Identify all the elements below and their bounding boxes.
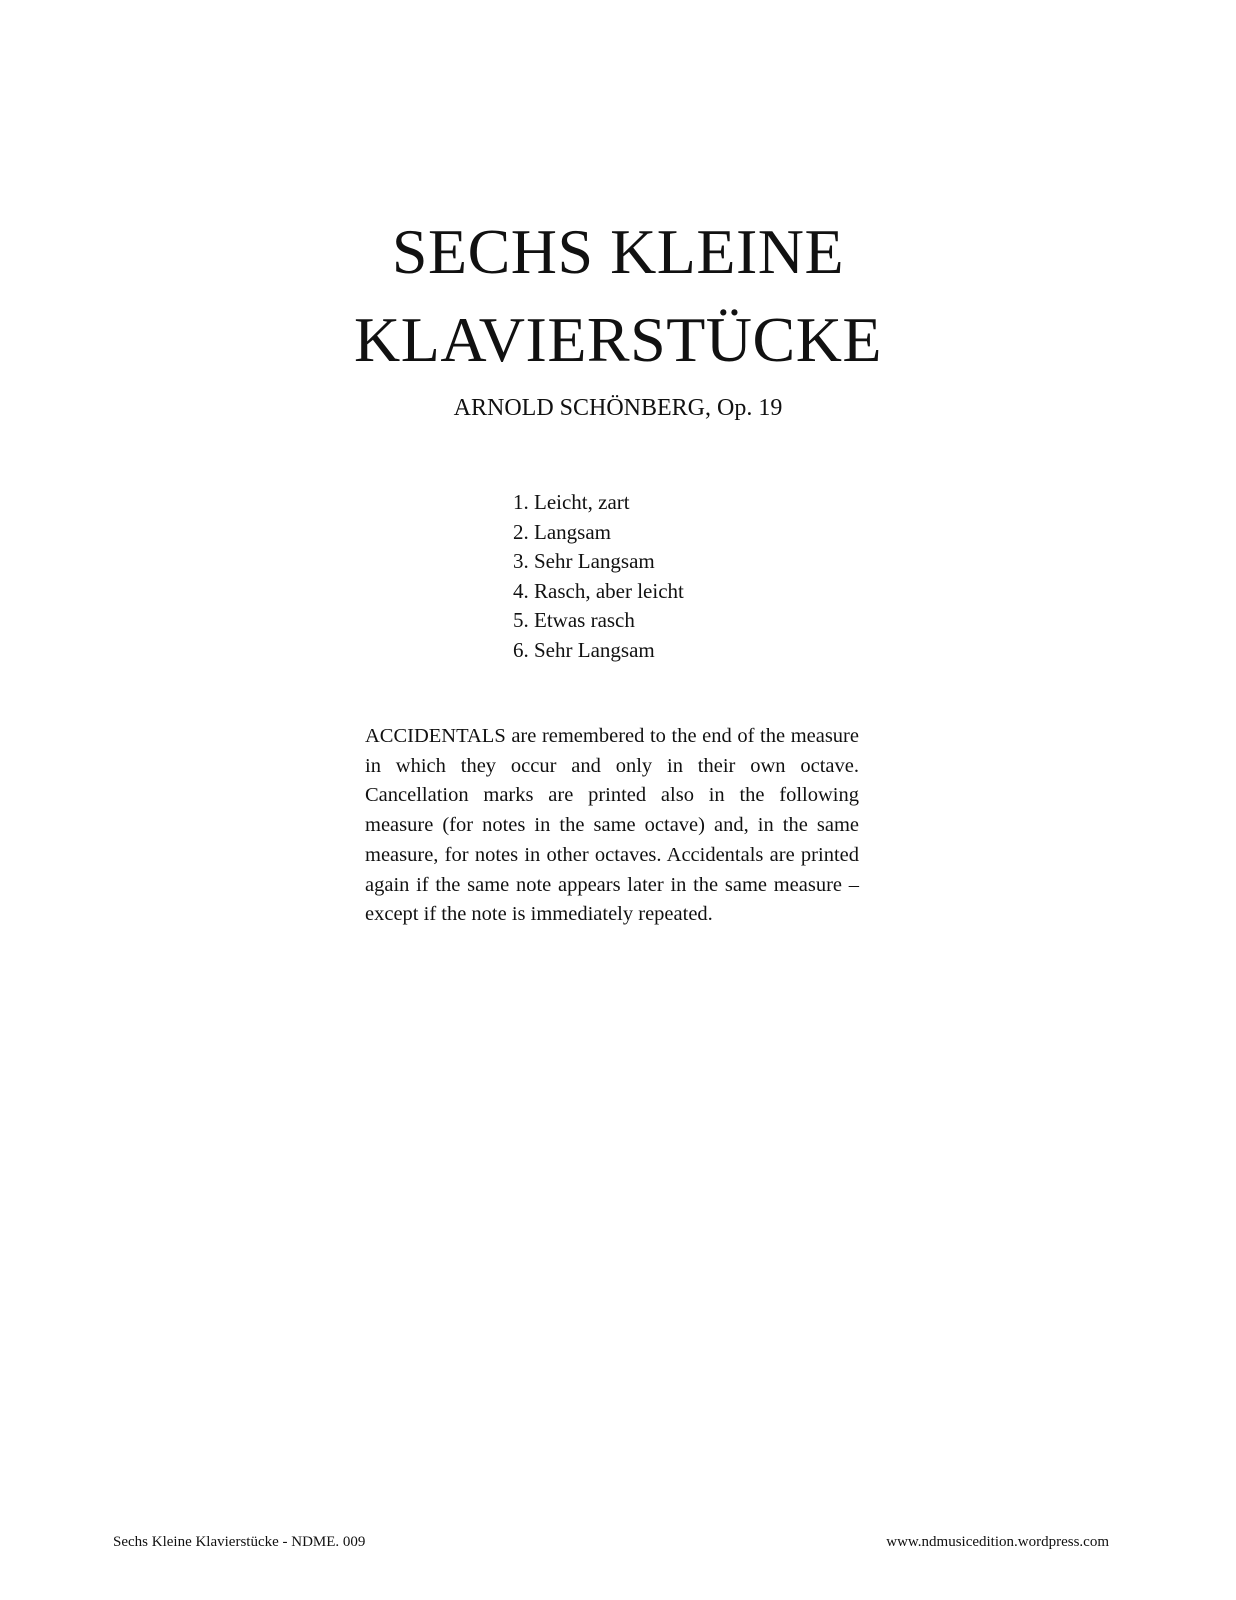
movement-item: 4. Rasch, aber leicht	[513, 578, 684, 603]
movement-item: 2. Langsam	[513, 519, 611, 544]
movement-item: 1. Leicht, zart	[513, 490, 630, 514]
movement-item: 3. Sehr Langsam	[513, 549, 655, 574]
accidentals-note: ACCIDENTALS are remembered to the end of the measure in which they occur and only in their own octave. Cancellation marks are printed also in the following measure (for notes in the same octave) and, in the same measure, for notes in other octaves. Accidentals are printed again if the same note appears later in the same measure – except if the note is immediately repeated.	[365, 725, 859, 926]
composer-opus: ARNOLD SCHÖNBERG, Op. 19	[453, 395, 783, 421]
footer-edition-label: Sechs Kleine Klavierstücke - NDME. 009	[113, 1534, 366, 1550]
movement-list	[513, 488, 684, 666]
page-title	[0, 208, 1236, 384]
title-line-2: KLAVIERSTÜCKE	[354, 304, 882, 375]
title-line-1: SECHS KLEINE	[391, 216, 845, 287]
movement-item: 6. Sehr Langsam	[513, 637, 655, 662]
footer-website: www.ndmusicedition.wordpress.com	[886, 1534, 1109, 1550]
movement-item: 5. Etwas rasch	[513, 608, 635, 633]
